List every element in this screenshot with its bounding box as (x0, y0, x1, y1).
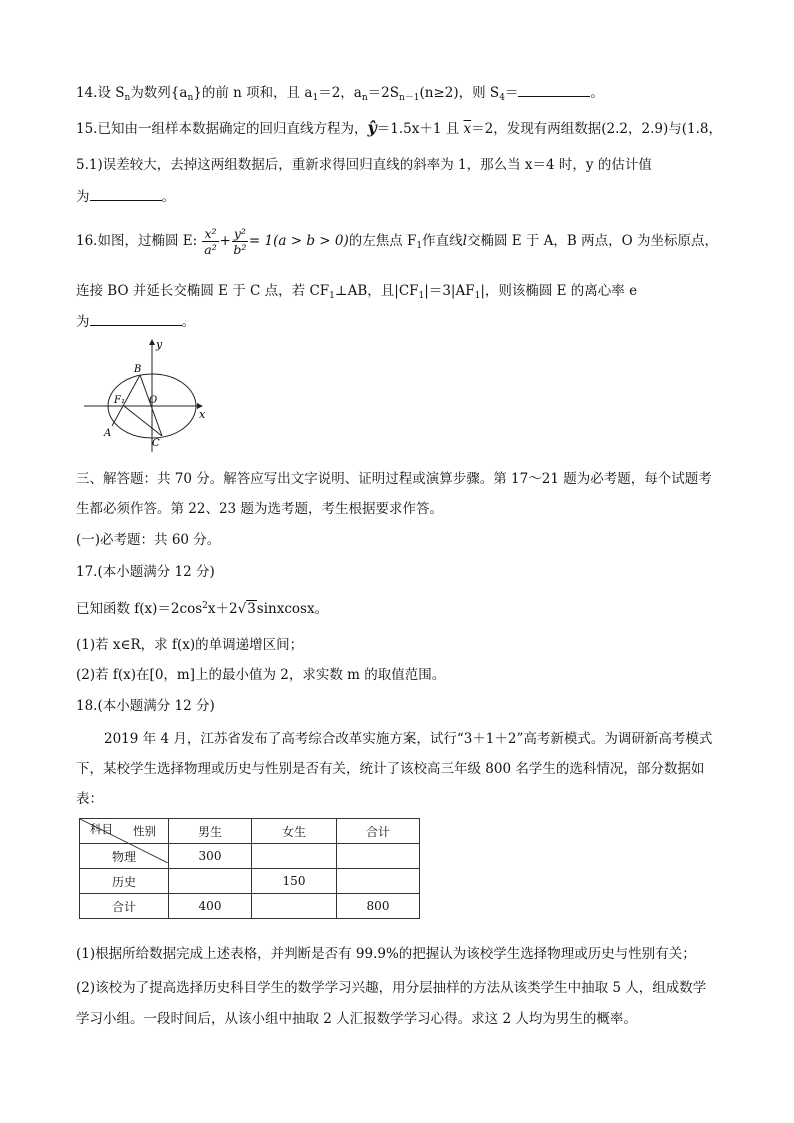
q17-title: 17.(本小题满分 12 分) (76, 564, 215, 580)
table-cell (337, 844, 420, 869)
label-f1: F₁ (114, 395, 125, 406)
q16-line-3: 为 。 (76, 314, 195, 330)
row-label: 物理 (80, 844, 169, 869)
table-cell: 150 (252, 869, 337, 894)
row-label: 历史 (80, 869, 169, 894)
q18-line-3: 表： (76, 791, 103, 807)
q18-line-2: 下，某校学生选择物理或历史与性别是否有关，统计了该校高三年级 800 名学生的选科情况，部分数据如 (76, 761, 705, 777)
q18-title: 18.(本小题满分 12 分) (76, 698, 215, 714)
q15-answer-blank (90, 188, 162, 201)
fraction-x2-a2: $\frac{\text{x²}}{\text{a²}}$ (204, 226, 217, 257)
q18-part-2-line-1: (2)该校为了提高选择历史科目学生的数学学习兴趣，用分层抽样的方法从该类学生中抽取 5 人，组成数学 (76, 980, 707, 996)
q16-line-1: 16.如图，过椭圆 E: $\frac{\text{x²}}{\text{a²}}$ + $\frac{\text{y²}}{\text{b²}}$ = 1(a > b > 0)的左焦点 $F_1$作直线l交椭圆 E 于 A，B 两点，O 为坐标原点， (76, 226, 719, 257)
q17-part-2: (2)若 f(x)在[0，m]上的最小值为 2，求实数 m 的取值范围。 (76, 667, 446, 683)
corner-label-gender: 性别 (133, 824, 156, 838)
label-y: y (156, 338, 163, 351)
q16-line-2: 连接 BO 并延长交椭圆 E 于 C 点，若 $CF_1\perp AB$，且$|CF_1|=3|AF_1|$，则该椭圆 E 的离心率 e (76, 283, 638, 301)
label-o: O (149, 395, 158, 406)
table-row (80, 869, 420, 894)
label-a: A (104, 428, 112, 439)
section3-line-1: 三、解答题：共 70 分。解答应写出文字说明、证明过程或演算步骤。第 17～21 题为必考题，每个试题考 (76, 471, 712, 487)
table-cell (252, 894, 337, 919)
section3-line-2: 生都必须作答。第 22、23 题为选考题，考生根据要求作答。 (76, 501, 443, 517)
header-male: 男生 (169, 819, 252, 844)
row-label: 合计 (80, 894, 169, 919)
q17-part-1: (1)若 x∈R，求 f(x)的单调递增区间； (76, 637, 304, 653)
table-row (80, 894, 420, 919)
q14-text: 14.设 $S_n$为数列$\{a_n\}$的前 n 项和，且 $a_1=2$，$a_n=2S_{n-1}(n\ge 2)$，则 $S_4=$ 。 (76, 85, 604, 103)
label-x: x (199, 408, 206, 421)
fraction-y2-b2: $\frac{\text{y²}}{\text{b²}}$ (233, 226, 247, 257)
q18-part-1: (1)根据所给数据完成上述表格，并判断是否有 99.9%的把握认为该校学生选择物理或历史与性别有关； (76, 946, 696, 962)
table-cell (169, 869, 252, 894)
gender-subject-table (79, 818, 420, 919)
table-cell: 800 (337, 894, 420, 919)
q15-line-1: 15.已知由一组样本数据确定的回归直线方程为，ŷ＝1.5x＋1 且 $\overline{x}=2$，发现有两组数据(2.2，2.9)与(1.8， (76, 118, 722, 137)
header-female: 女生 (252, 819, 337, 844)
table-cell: 300 (169, 844, 252, 869)
q18-line-1: 2019 年 4 月，江苏省发布了高考综合改革实施方案，试行“3＋1＋2”高考新模式。为调研新高考模式 (104, 731, 713, 747)
corner-label-subject: 科目 (90, 822, 113, 836)
q18-part-2-line-2: 学习小组。一段时间后，从该小组中抽取 2 人汇报数学学习心得。求这 2 人均为男生的概率。 (76, 1011, 637, 1027)
sqrt-3: √3 (237, 601, 256, 617)
ellipse-figure (84, 336, 214, 452)
section3-line-3: (一)必考题：共 60 分。 (76, 532, 221, 548)
q14-answer-blank (518, 84, 590, 97)
label-b: B (134, 364, 142, 375)
q16-answer-blank (90, 313, 182, 326)
table-cell (337, 869, 420, 894)
q17-function: 已知函数 $f(x)=2\cos^2x+2√3sinxcosx$。 (76, 601, 329, 617)
q15-line-2: 5.1)误差较大，去掉这两组数据后，重新求得回归直线的斜率为 1，那么当 x＝4 时，y 的估计值 (76, 157, 652, 173)
header-total: 合计 (337, 819, 420, 844)
label-c: C (152, 438, 160, 449)
table-cell: 400 (169, 894, 252, 919)
table-cell (252, 844, 337, 869)
table-corner-cell (80, 819, 169, 844)
q15-line-3: 为 。 (76, 189, 175, 205)
table-header-row (80, 819, 420, 844)
